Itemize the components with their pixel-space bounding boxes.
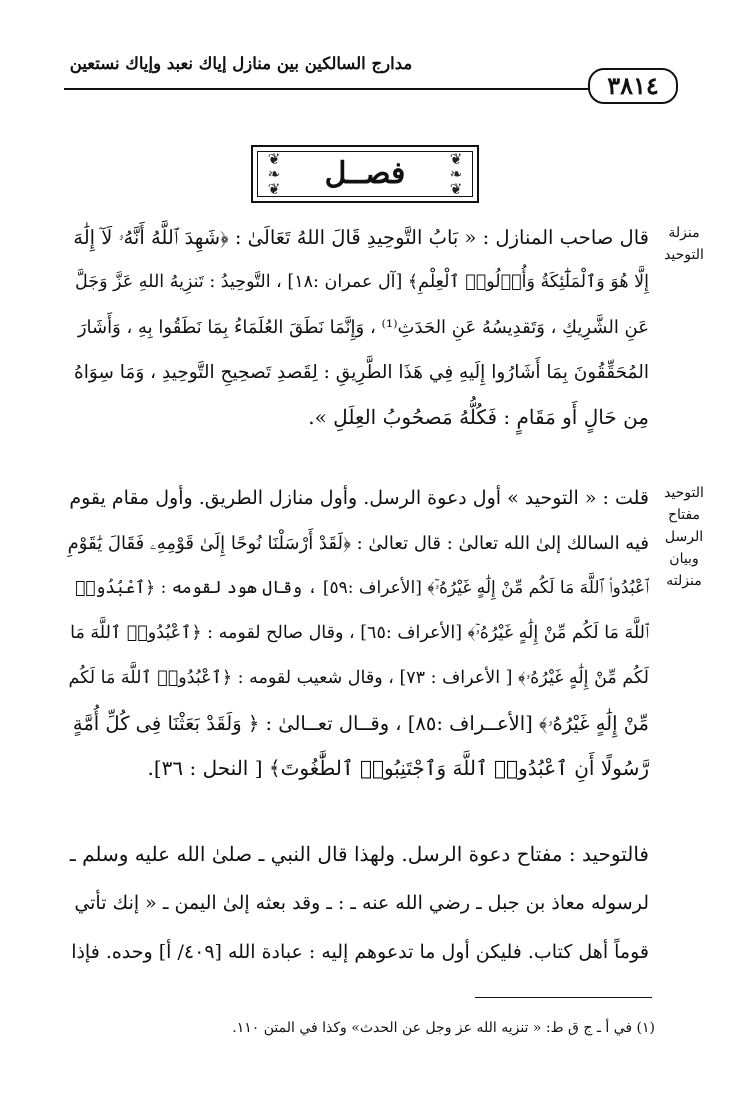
footnote-rule — [475, 997, 652, 998]
text-line: قال صاحب المنازل : « بَابُ التَّوحِيدِ قَالَ اللهُ تَعَالَىٰ : ﴿شَهِدَ ٱللَّهُ أَنَّهُۥ لَآ إِلَٰهَ — [73, 226, 649, 249]
text-line: ٱعْبُدُوا۟ ٱللَّهَ مَا لَكُم مِّنْ إِلَٰهٍ غَيْرُهُۥٓ﴾ [الأعراف :٥٩] ، وقال هود لقومه : ﴿ٱعْبُدُوا۟ — [75, 578, 649, 598]
margin-note-line: منزلته — [666, 573, 702, 589]
text-line: المُحَقِّقُونَ بِمَا أَشَارُوا إِلَيهِ فِي هَذَا الطَّرِيقِ : لِقَصدِ تَصحِيحِ التَّوحِيدِ ، وَمَا سِوَاهُ — [74, 362, 649, 383]
section-heading-frame — [251, 145, 479, 203]
text-line: فيه السالك إلىٰ الله تعالىٰ : قال تعالىٰ : ﴿لَقَدْ أَرْسَلْنَا نُوحًا إِلَىٰ قَوْمِهِۦ فَقَالَ يَٰقَوْمِ — [67, 533, 649, 554]
ornament-left-icon: ❦ ❧ ❦ — [267, 152, 281, 198]
margin-note-1 — [652, 222, 716, 266]
paragraph-1 — [64, 215, 649, 440]
text-line: مِن حَالٍ أَو مَقَامٍ : فَكُلُّهُ مَصحُوبُ العِلَلِ ». — [308, 405, 649, 429]
margin-note-line: مفتاح — [667, 507, 701, 523]
page-number: ٣٨١٤ — [588, 68, 678, 104]
margin-note-line: التوحيد — [664, 247, 704, 263]
footnote: (١) في أ ـ ج ق ط: « تنزيه الله عز وجل عن الحدث» وكذا في المتن ١١٠. — [232, 1020, 655, 1036]
paragraph-2 — [64, 476, 649, 791]
text-line: رَّسُولًا أَنِ ٱعْبُدُوا۟ ٱللَّهَ وَٱجْتَنِبُوا۟ ٱلطَّٰغُوتَ﴾ [ النحل : ٣٦]. — [147, 756, 649, 780]
text-line: مِّنْ إِلَٰهٍ غَيْرُهُۥ﴾ [الأعــراف :٨٥] ، وقــال تعــالىٰ : ﴿ وَلَقَدْ بَعَثْنَا فِى كُلِّ أُمَّةٍ — [72, 712, 649, 735]
text-line: قلت : « التوحيد » أول دعوة الرسل. وأول منازل الطريق. وأول مقام يقوم — [69, 487, 649, 509]
text-line: لَكُم مِّنْ إِلَٰهٍ غَيْرُهُۥ﴾ [ الأعراف : ٧٣] ، وقال شعيب لقومه : ﴿ٱعْبُدُوا۟ ٱللَّهَ مَا لَكُم — [68, 668, 649, 688]
text-line: عَنِ الشَّرِيكِ ، وَتَقدِيسُهُ عَنِ الحَدَثِ⁽¹⁾ ، وَإِنَّمَا نَطَقَ العُلَمَاءُ بِمَا نَطَقُوا بِهِ ، وَأَشَارَ — [77, 317, 649, 338]
text-line: قوماً أهل كتاب. فليكن أول ما تدعوهم إليه : عبادة الله [٤٠٩/ أ] وحده. فإذا — [71, 941, 649, 963]
ornament-right-icon: ❦ ❧ ❦ — [449, 152, 463, 198]
section-title: فصــل — [324, 156, 406, 191]
margin-note-line: وبيان — [669, 551, 699, 567]
text-line: إِلَّا هُوَ وَٱلْمَلَٰٓئِكَةُ وَأُو۟لُوا۟ ٱلْعِلْمِ﴾ [آل عمران :١٨] ، التَّوحِيدُ : تَنزِيهُ اللهِ عَزَّ وَجَلَّ — [75, 272, 649, 292]
margin-note-2 — [652, 482, 716, 592]
text-line: فالتوحيد : مفتاح دعوة الرسل. ولهذا قال النبي ـ صلىٰ الله عليه وسلم ـ — [69, 842, 649, 866]
paragraph-3 — [64, 830, 649, 977]
margin-note-line: الرسل — [664, 529, 704, 545]
running-header-title: مدارج السالكين بين منازل إياك نعبد وإياك نستعين — [69, 54, 413, 73]
text-line: لرسوله معاذ بن جبل ـ رضي الله عنه ـ : ـ وقد بعثه إلىٰ اليمن ـ « إنك تأتي — [74, 892, 649, 914]
text-line: ٱللَّهَ مَا لَكُم مِّنْ إِلَٰهٍ غَيْرُهُۥٓ﴾ [الأعراف :٦٥] ، وقال صالح لقومه : ﴿ٱعْبُدُوا۟ ٱللَّهَ مَا — [70, 623, 649, 643]
header-rule — [64, 88, 599, 90]
margin-note-line: التوحيد — [664, 485, 704, 501]
margin-note-line: منزلة — [668, 225, 700, 241]
